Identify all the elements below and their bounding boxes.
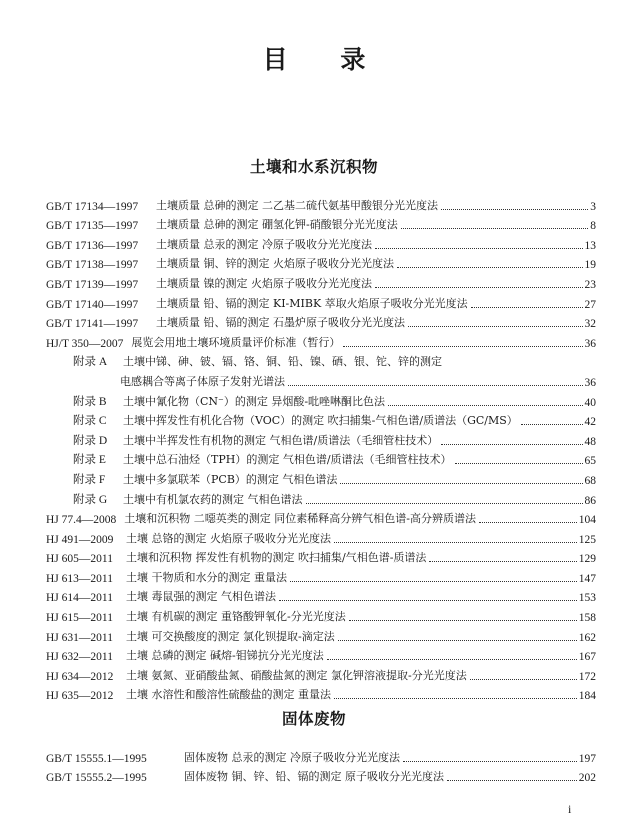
toc-entry[interactable] (0, 585, 596, 605)
toc-entry[interactable] (0, 350, 596, 370)
toc-entry-code: HJ 613—2011 (46, 572, 113, 585)
toc-entry-title: 土壤 总铬的测定 火焰原子吸收分光光度法 (126, 531, 331, 545)
dot-leader (349, 620, 577, 621)
toc-entry-title: 土壤中半挥发性有机物的测定 气相色谱/质谱法（毛细管柱技术） (123, 433, 439, 447)
toc-entry-title: 土壤和沉积物 二噁英类的测定 同位素稀释高分辨气相色谱-高分辨质谱法 (124, 512, 476, 526)
toc-entry-page: 36 (584, 376, 596, 389)
toc-entry-page: 86 (584, 494, 596, 507)
toc-entry-page: 184 (578, 690, 596, 703)
toc-entry[interactable] (0, 213, 596, 233)
toc-entry-page: 68 (584, 474, 596, 487)
toc-list-soil (0, 193, 628, 702)
dot-leader (408, 326, 583, 327)
dot-leader (343, 346, 582, 347)
toc-entry-page: 172 (578, 670, 596, 683)
toc-entry-page: 125 (578, 533, 596, 546)
toc-entry[interactable] (0, 409, 596, 429)
toc-entry-page: 197 (578, 752, 596, 765)
toc-entry[interactable] (0, 369, 596, 389)
toc-entry-code: HJ 77.4—2008 (46, 514, 117, 527)
toc-entry-page: 13 (584, 239, 596, 252)
toc-entry-title: 土壤和沉积物 挥发性有机物的测定 吹扫捕集/气相色谱-质谱法 (126, 551, 427, 565)
toc-entry[interactable] (0, 624, 596, 644)
dot-leader (290, 581, 577, 582)
toc-entry-title: 土壤质量 镍的测定 火焰原子吸收分光光度法 (156, 276, 372, 290)
toc-entry-code: 附录 F (73, 473, 106, 486)
toc-entry[interactable] (0, 467, 596, 487)
toc-entry-code: GB/T 17141—1997 (46, 318, 139, 331)
section-heading-solid-waste: 固体废物 (281, 710, 346, 728)
toc-entry[interactable] (0, 448, 596, 468)
toc-entry-title: 固体废物 总汞的测定 冷原子吸收分光光度法 (184, 750, 400, 764)
dot-leader (471, 307, 583, 308)
toc-entry-page: 3 (590, 200, 596, 213)
toc-entry-code: GB/T 17136—1997 (46, 239, 139, 252)
toc-entry-page: 32 (584, 318, 596, 331)
toc-entry-page: 19 (584, 259, 596, 272)
dot-leader (447, 780, 577, 781)
toc-entry-page: 48 (584, 435, 596, 448)
toc-entry[interactable] (0, 507, 596, 527)
toc-entry-code: HJ 632—2011 (46, 651, 113, 664)
dot-leader (397, 267, 583, 268)
toc-entry-code: GB/T 15555.2—1995 (46, 772, 147, 785)
dot-leader (401, 228, 589, 229)
toc-entry-page: 153 (578, 592, 596, 605)
toc-entry-title: 土壤 水溶性和酸溶性硫酸盐的测定 重量法 (126, 688, 331, 702)
page-title: 目 录 (262, 45, 388, 74)
toc-entry-page: 104 (578, 514, 596, 527)
toc-entry[interactable] (0, 644, 596, 664)
toc-entry[interactable] (0, 487, 596, 507)
toc-entry-title: 土壤质量 总砷的测定 二乙基二硫代氨基甲酸银分光光度法 (156, 198, 438, 212)
toc-entry[interactable] (0, 683, 596, 703)
toc-entry[interactable] (0, 663, 596, 683)
toc-entry-title: 土壤中氰化物（CN⁻）的测定 异烟酸-吡唑啉酮比色法 (123, 394, 386, 408)
toc-entry-page: 40 (584, 396, 596, 409)
toc-entry-page: 36 (584, 337, 596, 350)
toc-entry-code: GB/T 17134—1997 (46, 200, 139, 213)
toc-entry-title: 展览会用地土壤环境质量评价标准（暂行） (131, 335, 341, 349)
dot-leader (388, 405, 582, 406)
dot-leader (279, 600, 577, 601)
toc-entry-code: HJ 631—2011 (46, 631, 113, 644)
dot-leader (521, 424, 583, 425)
toc-entry-code: GB/T 17135—1997 (46, 220, 139, 233)
toc-entry[interactable] (0, 428, 596, 448)
dot-leader (334, 698, 577, 699)
toc-entry-title: 土壤质量 总汞的测定 冷原子吸收分光光度法 (156, 237, 372, 251)
dot-leader (375, 248, 583, 249)
toc-entry-code: HJ 614—2011 (46, 592, 113, 605)
toc-entry-page: 162 (578, 631, 596, 644)
dot-leader (429, 561, 576, 562)
toc-entry-page: 42 (584, 416, 596, 429)
toc-entry-code: HJ 615—2011 (46, 612, 113, 625)
toc-entry-title: 土壤中锑、砷、铍、镉、铬、铜、铅、镍、硒、银、铊、锌的测定 (123, 355, 442, 369)
toc-entry[interactable] (0, 604, 596, 624)
section-heading-soil: 土壤和水系沉积物 (249, 158, 378, 176)
toc-entry-code: GB/T 17138—1997 (46, 259, 139, 272)
toc-entry-code: GB/T 17139—1997 (46, 278, 139, 291)
toc-entry-title: 土壤质量 铅、镉的测定 石墨炉原子吸收分光光度法 (156, 316, 405, 330)
toc-entry[interactable] (0, 232, 596, 252)
dot-leader (441, 444, 582, 445)
toc-entry-title: 土壤 氨氮、亚硝酸盐氮、硝酸盐氮的测定 氯化钾溶液提取-分光光度法 (126, 668, 467, 682)
toc-entry[interactable] (0, 291, 596, 311)
toc-entry-title: 土壤中有机氯农药的测定 气相色谱法 (123, 492, 303, 506)
toc-entry-title: 土壤中多氯联苯（PCB）的测定 气相色谱法 (123, 472, 338, 486)
toc-entry[interactable] (0, 389, 596, 409)
toc-entry-title: 土壤 可交换酸度的测定 氯化钡提取-滴定法 (126, 629, 335, 643)
toc-entry[interactable] (0, 565, 596, 585)
toc-entry-title: 固体废物 铜、锌、铅、镉的测定 原子吸收分光光度法 (184, 770, 444, 784)
toc-entry-code: HJ/T 350—2007 (46, 337, 124, 350)
toc-entry-page: 27 (584, 298, 596, 311)
toc-entry-title: 土壤 毒鼠强的测定 气相色谱法 (126, 590, 276, 604)
dot-leader (403, 761, 577, 762)
toc-entry-title: 土壤 总磷的测定 碱熔-钼锑抗分光光度法 (126, 649, 324, 663)
dot-leader (334, 542, 577, 543)
toc-entry-code: 附录 B (73, 395, 107, 408)
toc-entry-page: 202 (578, 772, 596, 785)
toc-entry-code: 附录 C (73, 415, 107, 428)
toc-entry-title: 土壤 有机碳的测定 重铬酸钾氧化-分光光度法 (126, 610, 346, 624)
toc-entry-page: 158 (578, 612, 596, 625)
toc-entry[interactable] (0, 252, 596, 272)
toc-entry-code: HJ 605—2011 (46, 553, 113, 566)
toc-entry-title: 土壤质量 总砷的测定 硼氢化钾-硝酸银分光光度法 (156, 218, 398, 232)
toc-entry[interactable] (0, 526, 596, 546)
toc-entry-title: 土壤中挥发性有机化合物（VOC）的测定 吹扫捕集-气相色谱/质谱法（GC/MS） (123, 414, 518, 428)
dot-leader (327, 659, 577, 660)
toc-entry-page: 23 (584, 278, 596, 291)
toc-entry-page: 167 (578, 651, 596, 664)
dot-leader (470, 679, 577, 680)
toc-entry-page: 65 (584, 455, 596, 468)
toc-entry-code: 附录 D (73, 434, 108, 447)
toc-entry-code: HJ 491—2009 (46, 533, 114, 546)
dot-leader (338, 640, 577, 641)
toc-entry[interactable] (0, 311, 596, 331)
dot-leader (288, 385, 583, 386)
toc-entry-title: 土壤质量 铅、镉的测定 KI-MIBK 萃取火焰原子吸收分光光度法 (156, 296, 468, 310)
dot-leader (306, 503, 583, 504)
toc-list-solid-waste (0, 745, 628, 784)
toc-entry[interactable] (0, 745, 596, 765)
toc-entry[interactable] (0, 546, 596, 566)
dot-leader (375, 287, 583, 288)
dot-leader (441, 209, 588, 210)
toc-entry-code: GB/T 15555.1—1995 (46, 752, 147, 765)
dot-leader (455, 463, 583, 464)
toc-entry-title: 电感耦合等离子体原子发射光谱法 (120, 374, 285, 388)
toc-entry-title: 土壤中总石油烃（TPH）的测定 气相色谱/质谱法（毛细管柱技术） (123, 453, 452, 467)
toc-entry-code: HJ 635—2012 (46, 690, 114, 703)
toc-entry-page: 147 (578, 572, 596, 585)
toc-entry-title: 土壤质量 铜、锌的测定 火焰原子吸收分光光度法 (156, 257, 394, 271)
toc-entry-code: 附录 A (73, 356, 108, 369)
toc-entry[interactable] (0, 193, 596, 213)
toc-entry[interactable] (0, 271, 596, 291)
toc-entry-code: 附录 E (73, 454, 106, 467)
toc-entry[interactable] (0, 765, 596, 785)
toc-entry-page: 129 (578, 553, 596, 566)
toc-entry[interactable] (0, 330, 596, 350)
toc-entry-code: HJ 634—2012 (46, 670, 114, 683)
dot-leader (340, 483, 582, 484)
dot-leader (479, 522, 577, 523)
toc-entry-page: 8 (590, 220, 596, 233)
toc-entry-code: GB/T 17140—1997 (46, 298, 139, 311)
footer-page-number: i (568, 802, 572, 816)
toc-entry-code: 附录 G (73, 493, 108, 506)
toc-entry-title: 土壤 干物质和水分的测定 重量法 (126, 570, 287, 584)
